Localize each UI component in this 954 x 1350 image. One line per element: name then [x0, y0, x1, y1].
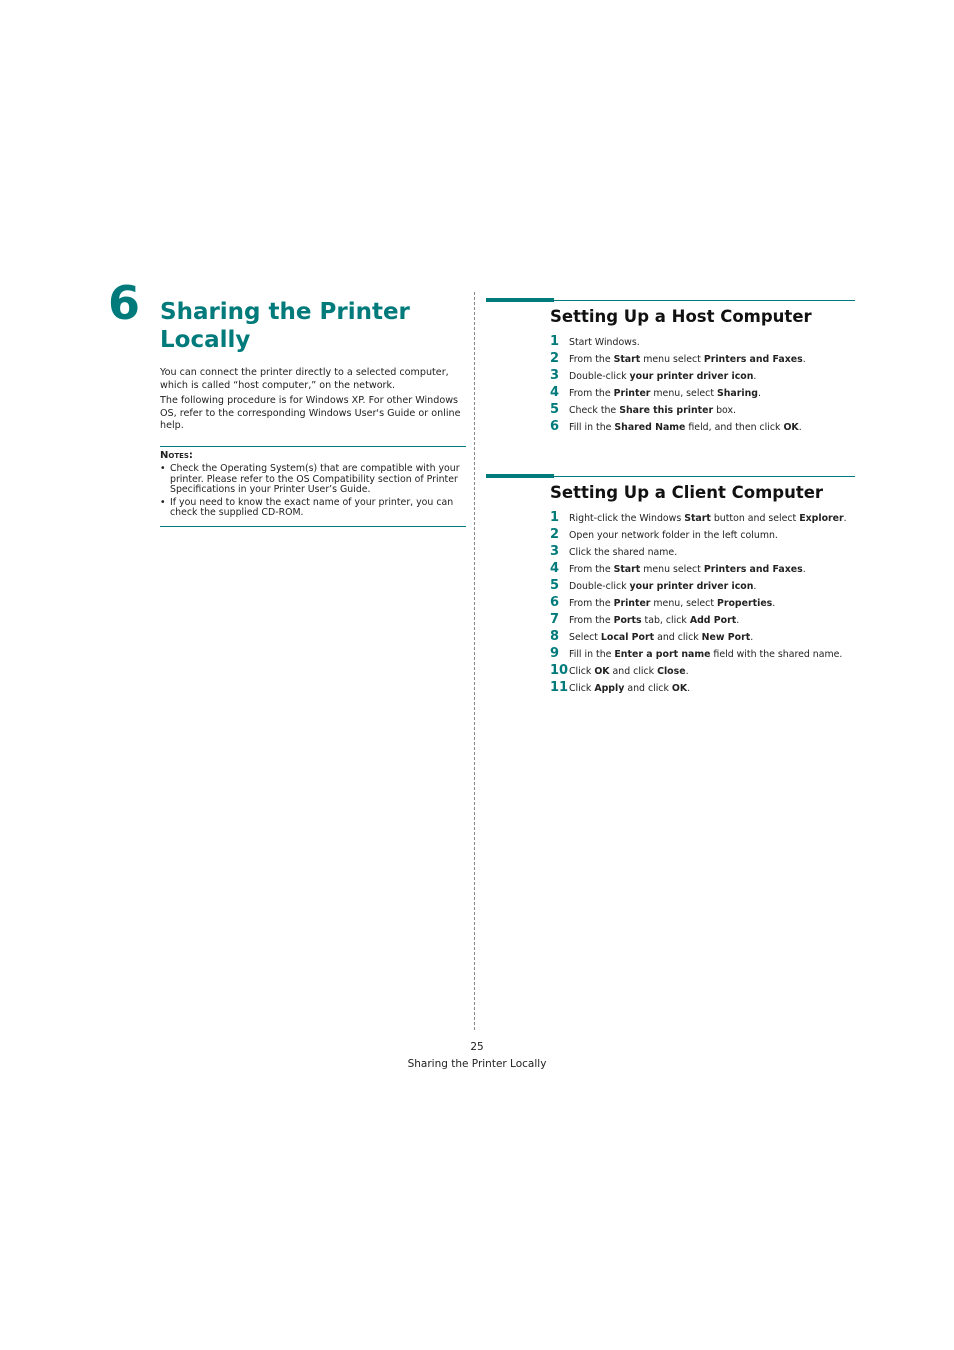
step-text — [569, 579, 756, 595]
step-item — [550, 578, 855, 595]
step-item — [550, 527, 855, 544]
step-keyword: Close — [657, 666, 686, 677]
step-fragment: box. — [713, 405, 736, 416]
bullet-icon: • — [160, 463, 166, 475]
notes-box: Notes: • Check the Operating System(s) that are compatible with your printer. Please refer to the OS Compatibility section of Printer Specifications in your Printer User’s Guide. • If you need to know the exact name of your printer, you can check the supplied CD-ROM. — [160, 446, 466, 527]
intro-paragraph: You can connect the printer directly to a selected computer, which is called “host computer,” on the network. — [160, 367, 449, 391]
step-text — [569, 647, 842, 663]
page-number: 25 — [470, 1041, 484, 1053]
step-fragment: tab, click — [641, 615, 690, 626]
step-item — [550, 334, 855, 351]
step-keyword: Printer — [613, 598, 651, 609]
step-fragment: Click — [569, 683, 595, 694]
column-divider — [474, 292, 475, 1030]
step-text — [569, 630, 753, 646]
step-fragment: Double-click — [569, 581, 630, 592]
step-item — [550, 402, 855, 419]
step-item — [550, 368, 855, 385]
step-keyword: Start — [613, 564, 641, 575]
step-fragment: and click — [609, 666, 658, 677]
step-fragment: From the — [569, 615, 614, 626]
step-number: 3 — [550, 368, 560, 383]
client-steps-list — [486, 510, 855, 697]
step-text — [569, 335, 640, 351]
step-keyword: Shared Name — [614, 422, 686, 433]
step-number: 11 — [550, 680, 569, 695]
intro-text — [160, 367, 465, 436]
step-item — [550, 419, 855, 436]
host-section — [486, 298, 855, 436]
step-number: 8 — [550, 629, 560, 644]
step-keyword: New Port — [701, 632, 751, 643]
step-fragment: Start Windows. — [569, 337, 640, 348]
step-item — [550, 629, 855, 646]
step-item — [550, 595, 855, 612]
step-text — [569, 545, 677, 561]
step-number: 2 — [550, 351, 560, 366]
step-text — [569, 511, 847, 527]
step-number: 4 — [550, 385, 560, 400]
step-fragment: Select — [569, 632, 601, 643]
step-fragment: . — [753, 371, 757, 382]
step-fragment: . — [798, 422, 802, 433]
section-rule — [486, 474, 855, 478]
step-item — [550, 544, 855, 561]
step-item — [550, 561, 855, 578]
step-fragment: menu select — [640, 564, 704, 575]
step-fragment: Open your network folder in the left column. — [569, 530, 778, 541]
step-text — [569, 403, 736, 419]
step-text — [569, 528, 778, 544]
step-keyword: OK — [783, 422, 799, 433]
step-keyword: Explorer — [799, 513, 844, 524]
client-section — [486, 474, 855, 697]
step-fragment: field, and then click — [685, 422, 784, 433]
step-fragment: From the — [569, 598, 614, 609]
step-fragment: Fill in the — [569, 649, 615, 660]
note-item — [160, 464, 466, 495]
step-fragment: From the — [569, 354, 614, 365]
step-keyword: Sharing — [717, 388, 758, 399]
step-fragment: and click — [624, 683, 672, 694]
step-keyword: your printer driver icon — [629, 581, 754, 592]
step-keyword: Printer — [613, 388, 651, 399]
host-steps-list — [486, 334, 855, 436]
step-text — [569, 681, 690, 697]
note-text: If you need to know the exact name of your printer, you can check the supplied CD-ROM. — [170, 497, 454, 519]
step-fragment: Check the — [569, 405, 620, 416]
step-number: 9 — [550, 646, 560, 661]
step-fragment: menu select — [640, 354, 704, 365]
step-fragment: . — [772, 598, 776, 609]
step-fragment: . — [757, 388, 761, 399]
step-number: 1 — [550, 510, 560, 525]
step-fragment: . — [687, 683, 691, 694]
step-fragment: . — [685, 666, 689, 677]
step-text — [569, 562, 806, 578]
step-number: 4 — [550, 561, 560, 576]
chapter-number: 6 — [108, 276, 141, 330]
step-item — [550, 646, 855, 663]
step-number: 5 — [550, 402, 560, 417]
step-number: 2 — [550, 527, 560, 542]
intro-paragraph: The following procedure is for Windows XP. For other Windows OS, refer to the corresponding Windows User's Guide or online help. — [160, 395, 461, 432]
step-keyword: Enter a port name — [614, 649, 711, 660]
step-number: 1 — [550, 334, 560, 349]
step-text — [569, 596, 775, 612]
step-fragment: and click — [654, 632, 702, 643]
step-fragment: Click the shared name. — [569, 547, 678, 558]
step-keyword: Add Port — [689, 615, 737, 626]
step-text — [569, 420, 802, 436]
step-fragment: . — [753, 581, 757, 592]
step-fragment: Right-click the Windows — [569, 513, 685, 524]
step-text — [569, 386, 761, 402]
step-number: 3 — [550, 544, 560, 559]
step-number: 7 — [550, 612, 560, 627]
step-fragment: menu, select — [650, 598, 717, 609]
notes-heading: Notes — [160, 450, 189, 461]
step-text — [569, 369, 756, 385]
step-fragment: Double-click — [569, 371, 630, 382]
step-keyword: Properties — [717, 598, 773, 609]
step-item — [550, 663, 855, 680]
section-rule — [486, 298, 855, 302]
step-fragment: field with the shared name. — [710, 649, 843, 660]
step-keyword: OK — [671, 683, 688, 694]
step-keyword: Printers and Faxes — [703, 564, 803, 575]
bullet-icon: • — [160, 497, 166, 509]
step-item — [550, 612, 855, 629]
step-fragment: . — [802, 354, 806, 365]
chapter-title: Sharing the Printer Locally — [160, 299, 410, 353]
step-item — [550, 510, 855, 527]
note-item — [160, 498, 466, 519]
step-keyword: Printers and Faxes — [703, 354, 803, 365]
step-fragment: button and select — [710, 513, 800, 524]
step-number: 10 — [550, 663, 569, 678]
step-keyword: Ports — [613, 615, 642, 626]
client-section-title: Setting Up a Client Computer — [550, 483, 824, 502]
notes-list — [160, 464, 466, 518]
step-text — [569, 664, 689, 680]
step-fragment: Click — [569, 666, 595, 677]
step-fragment: . — [750, 632, 754, 643]
step-text — [569, 613, 739, 629]
step-number: 5 — [550, 578, 560, 593]
step-number: 6 — [550, 595, 560, 610]
step-fragment: From the — [569, 388, 614, 399]
step-fragment: From the — [569, 564, 614, 575]
running-title: Sharing the Printer Locally — [407, 1058, 547, 1070]
step-keyword: Start — [613, 354, 641, 365]
step-fragment: . — [843, 513, 847, 524]
step-item — [550, 351, 855, 368]
step-fragment: . — [736, 615, 740, 626]
step-fragment: Fill in the — [569, 422, 615, 433]
step-keyword: Local Port — [600, 632, 655, 643]
step-keyword: your printer driver icon — [629, 371, 754, 382]
step-text — [569, 352, 806, 368]
step-item — [550, 680, 855, 697]
host-section-title: Setting Up a Host Computer — [550, 307, 812, 326]
step-keyword: Share this printer — [619, 405, 714, 416]
note-text: Check the Operating System(s) that are compatible with your printer. Please refer to the OS Compatibility section of Printer Specifications in your Printer User’s Guide. — [170, 463, 460, 495]
step-fragment: . — [802, 564, 806, 575]
step-keyword: Start — [684, 513, 711, 524]
step-keyword: OK — [594, 666, 610, 677]
step-fragment: menu, select — [650, 388, 717, 399]
step-item — [550, 385, 855, 402]
step-keyword: Apply — [594, 683, 625, 694]
step-number: 6 — [550, 419, 560, 434]
